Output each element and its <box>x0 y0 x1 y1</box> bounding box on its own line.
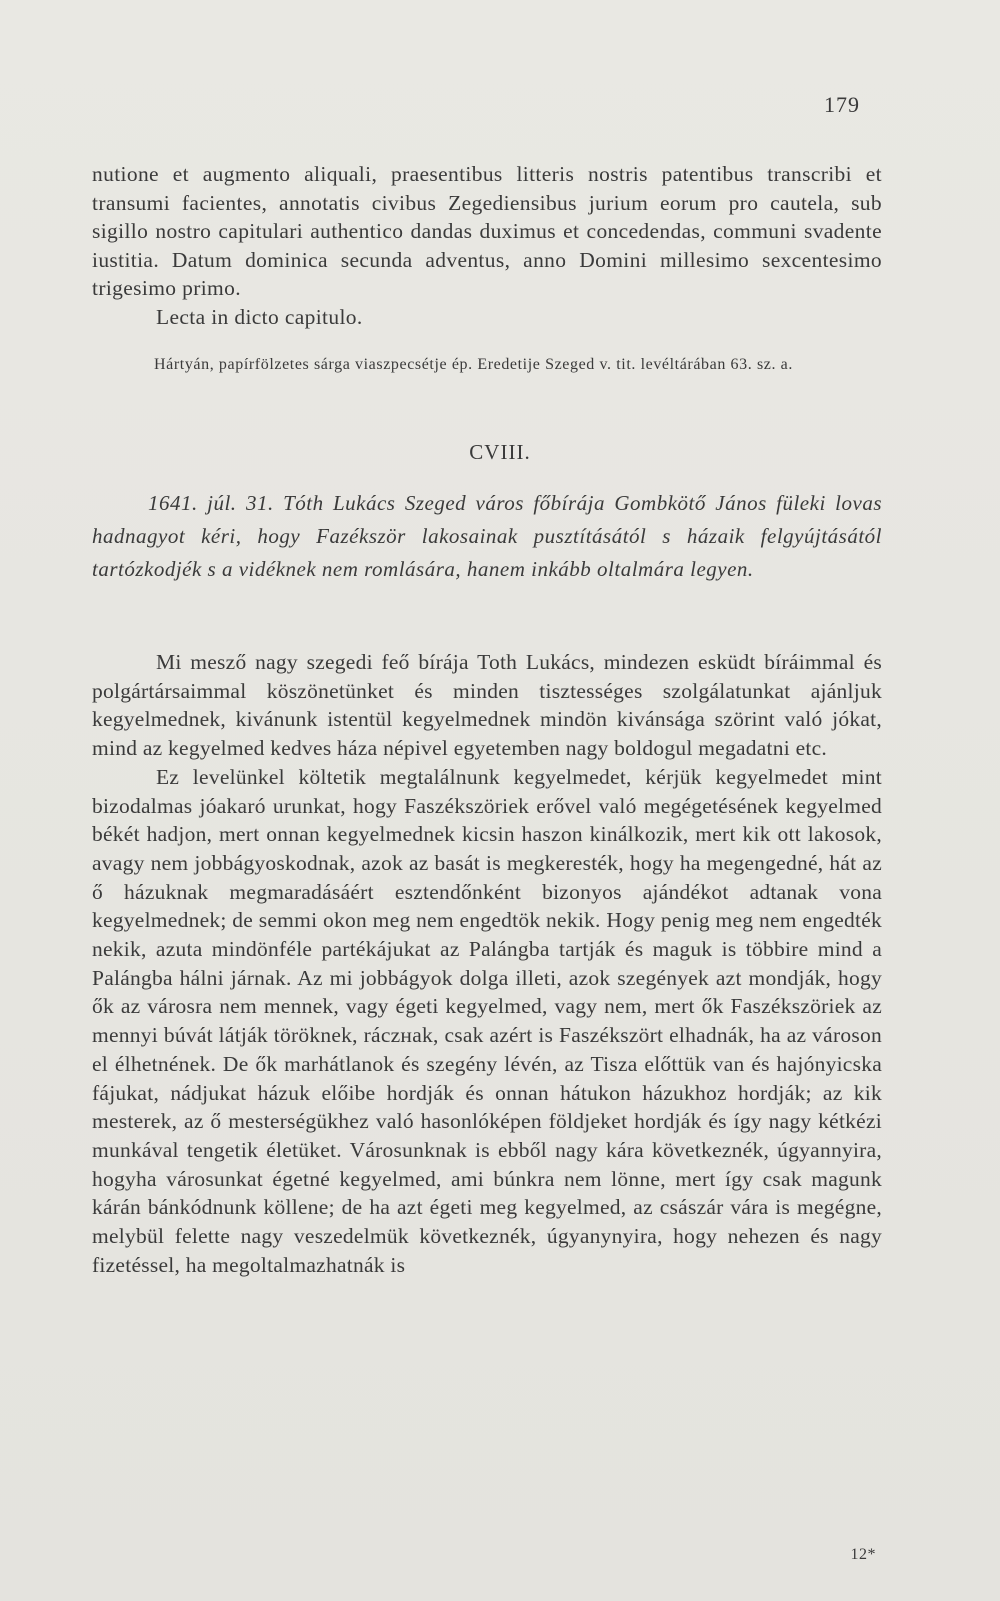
letter-paragraph-2: Ez levelünkel költetik megtalálnunk kegyelmedet, kérjük kegyelmedet mint bizodalmas jóakaró urunkat, hogy Faszékszöriek erővel való megégetésének kegyelmed békét hadjon, mert onnan kegyelmednek kicsin haszon kinálkozik, mert kik ott lakosok, avagy nem jobbágyoskodnak, azok az basát is megkeresték, hogy ha megengedné, hát az ő házuknak megmaradásáért esztendőnként bizonyos ajándékot adtanak vona kegyelmednek; de semmi okon meg nem engedtök nekik. Hogy penig meg nem engedték nekik, azuta mindönféle partékájukat az Palángba tartják és maguk is többire mind a Palángba hálni járnak. Az mi jobbágyok dolga illeti, azok szegények azt mondják, hogy ők az városra nem mennek, vagy égeti kegyelmed, vagy nem, mert ők Faszékszöriek az mennyi búvát látják töröknek, ráczнak, csak azért is Faszékszört elhadnák, ha az városon el élhetnének. De ők marhátlanok és szegény lévén, az Tisza előttük van és hajónyicska fájukat, nádjukat házuk előibe hordják és onnan hátukon házukhoz hordják; az kik mesterek, az ő mesterségükhez való hasonlóképen földjeket hordják és így nagy kétkézi munkával tengetik életüket. Városunknak is ebből nagy kára következnék, úgyannyira, hogyha városunkat égetné kegyelmed, ami búnkra nem lönne, mert így csak magunk kárán bánkódnunk köllene; de ha azt égeti meg kegyelmed, az császár vára is megégne, melybül felette nagy veszedelmük következnék, úgyanynyira, hogy nehezen és nagy fizetéssel, ha megoltalmazhatnák is <box>92 764 882 1277</box>
document-number: CVIII. <box>469 440 531 464</box>
lecta-line: Lecta in dicto capitulo. <box>156 304 363 329</box>
summary-text: 1641. júl. 31. Tóth Lukács Szeged város főbírája Gombkötő János füleki lovas hadnagyot kéri, hogy Fazékször lakosainak pusztításától s házaik felgyújtásától tartózkodjék s a vidéknek nem romlására, hanem inkább oltalmára legyen. <box>92 491 882 581</box>
archival-note-text: Hártyán, papírfölzetes sárga viaszpecsétje ép. Eredetije Szeged v. tit. levéltárában 63. sz. a. <box>154 356 793 373</box>
letter-paragraph-1: Mi mesző nagy szegedi feő bírája Toth Lukács, mindezen esküdt bíráimmal és polgártársaimmal köszönetünket és minden tisztességes szolgálatunkat ajánljuk kegyelmednek, kivánunk istentül kegyelmednek mindön kivánsága szörint való jókat, mind az kegyelmed kedves háza népivel egyetemben nagy boldogul megadatni etc. <box>92 650 882 761</box>
archival-note <box>92 350 882 380</box>
latin-paragraph: nutione et augmento aliquali, praesentibus litteris nostris patentibus transcribi et transumi facientes, annotatis civibus Zegediensibus jurium eorum pro cautela, sub sigillo nostro capitulari authentico dandas duximus et concedendas, communi svadente iustitia. Datum dominica secunda adventus, anno Domini millesimo sexcentesimo trigesimo primo. <box>92 162 882 301</box>
letter-body <box>92 648 882 1279</box>
document-summary-heading <box>92 487 882 586</box>
signature-mark: 12* <box>850 1546 876 1563</box>
page-number: 179 <box>824 92 860 117</box>
opening-latin-text <box>92 160 882 332</box>
